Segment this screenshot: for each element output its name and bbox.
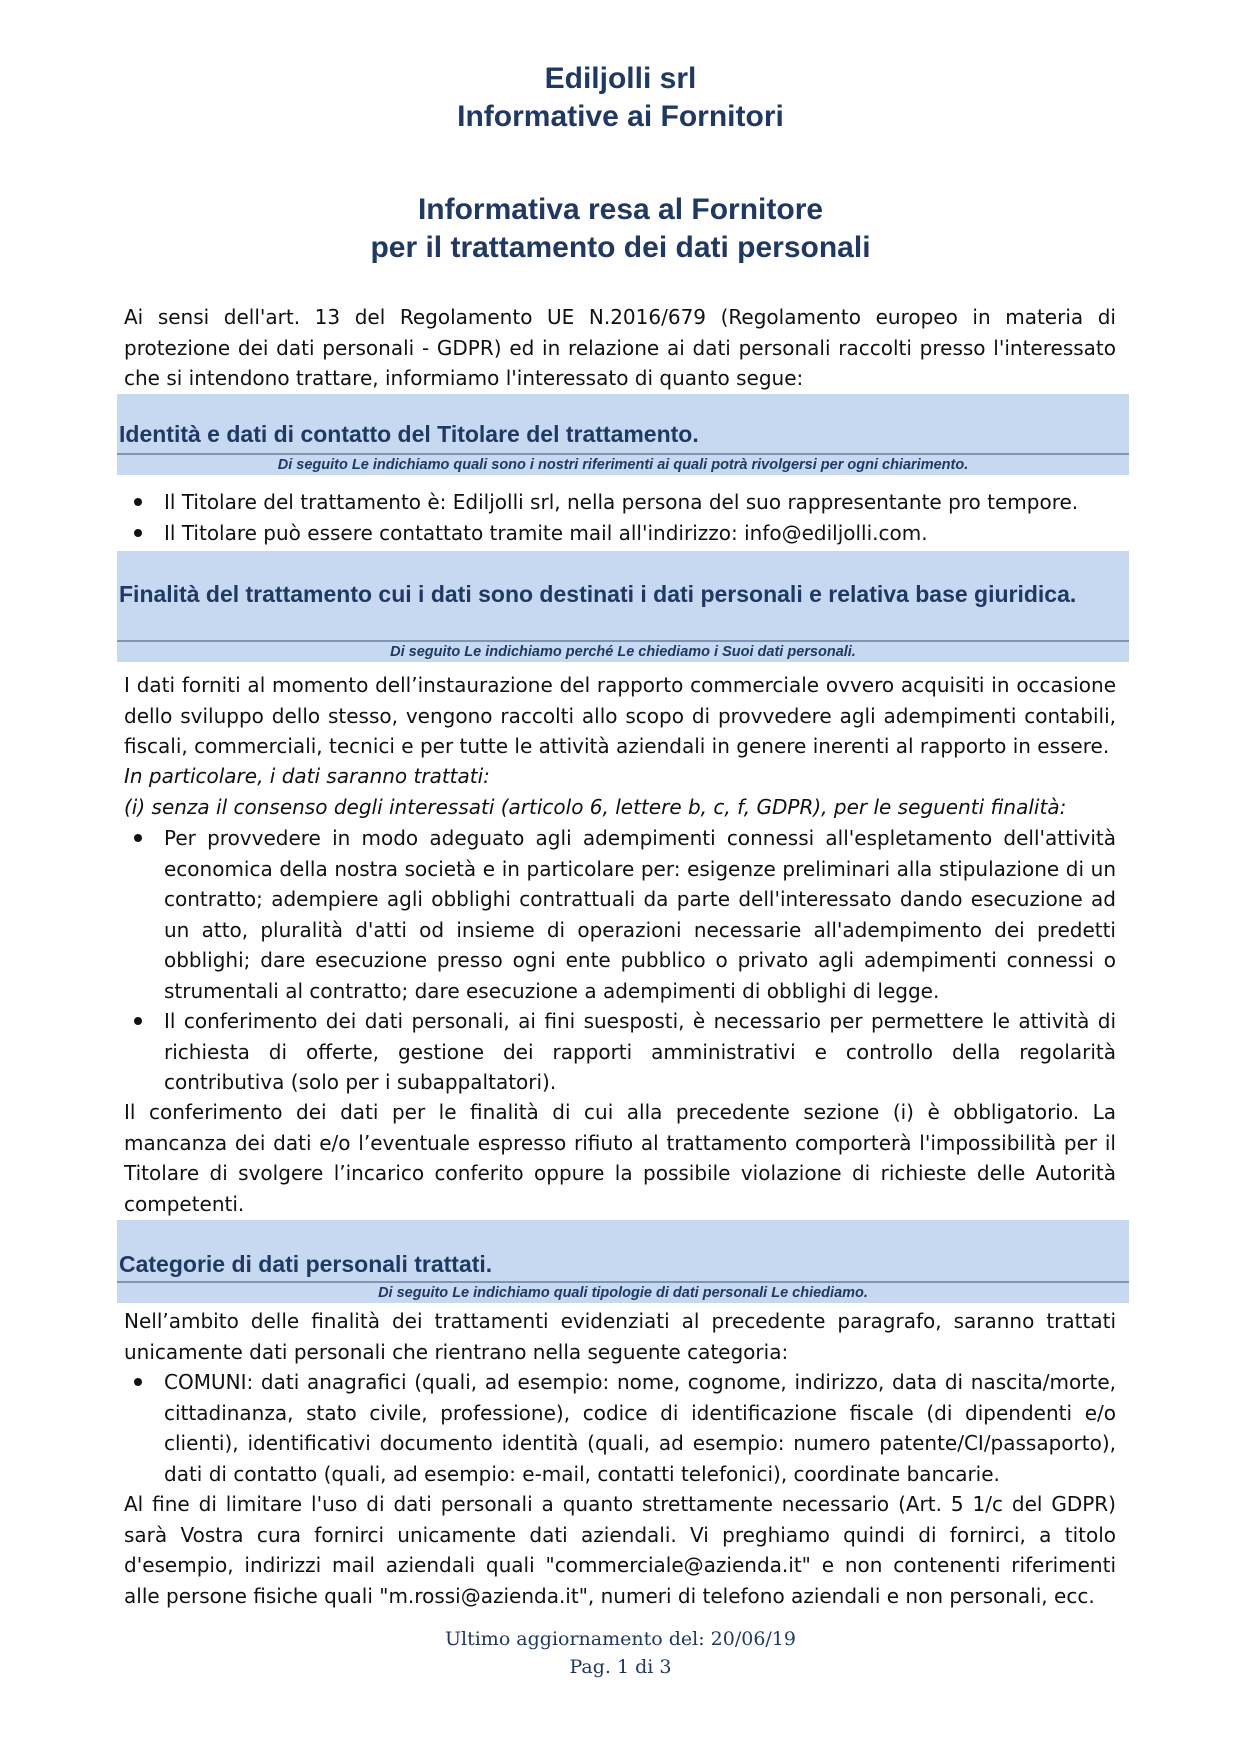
finalita-paragraph: I dati forniti al momento dell’instaurazione del rapporto commerciale ovvero acquisiti in occasione dello sviluppo dello stesso, vengono raccolti allo scopo di provvedere agli adempimenti contabili, fiscali, commerciali, tecnici e per tutte le attività aziendali in genere inerenti al rapporto in essere.: [124, 673, 1116, 758]
section-header-categorie: [117, 1220, 1129, 1282]
company-title: Ediljolli srl: [544, 62, 697, 95]
list-item: Il conferimento dei dati personali, ai fini suesposti, è necessario per permettere le attività di richiesta di offerte, gestione dei rapporti amministrativi e controllo della regolarità contributiva (solo per i subappaltatori).: [124, 1006, 1116, 1098]
section-title: Finalità del trattamento cui i dati sono destinati i dati personali e relativa base giuridica.: [119, 581, 1077, 607]
finalita-italic-note: In particolare, i dati saranno trattati:: [124, 764, 490, 788]
categorie-closing-paragraph: Al fine di limitare l'uso di dati personali a quanto strettamente necessario (Art. 5 1/c del GDPR) sarà Vostra cura fornirci unicamente dati aziendali. Vi preghiamo quindi di fornirci, a titolo d'esempio, indirizzi mail aziendali quali "commerciale@azienda.it" e non contenenti riferimenti alle persone fisiche quali "m.rossi@azienda.it", numeri di telefono aziendali e non personali, ecc.: [124, 1492, 1116, 1608]
document-title: Informative ai Fornitori: [457, 100, 784, 133]
section-subheader-finalita: [117, 642, 1129, 662]
section-header-finalita: [117, 551, 1129, 641]
section-title: Categorie di dati personali trattati.: [119, 1251, 493, 1277]
footer-updated: Ultimo aggiornamento del: 20/06/19: [445, 1628, 796, 1650]
bullet-icon: [134, 834, 142, 842]
finalita-italic-clause: (i) senza il consenso degli interessati (articolo 6, lettere b, c, f, GDPR), per le seguenti finalità:: [124, 795, 1067, 819]
section-title: Identità e dati di contatto del Titolare del trattamento.: [119, 421, 699, 447]
bullet-icon: [134, 1017, 142, 1025]
bullet-icon: [134, 529, 142, 537]
bullet-icon: [134, 1378, 142, 1386]
section-subheader-categorie: [117, 1283, 1129, 1303]
section-subheader-titolare: [117, 455, 1129, 475]
list-item: Per provvedere in modo adeguato agli adempimenti connessi all'espletamento dell'attività economica della nostra società e in particolare per: esigenze preliminari alla stipulazione di un contratto; adempiere agli obblighi contrattuali da parte dell'interessato dando esecuzione ad un atto, pluralità d'atti od insieme di operazioni necessarie all'adempimento dei predetti obblighi; dare esecuzione presso ogni ente pubblico o privato agli adempimenti connessi o strumentali al contratto; dare esecuzione a adempimenti di obblighi di legge.: [124, 823, 1116, 1006]
categorie-paragraph: Nell’ambito delle finalità dei trattamenti evidenziati al precedente paragrafo, saranno trattati unicamente dati personali che rientrano nella seguente categoria:: [124, 1309, 1116, 1364]
bullet-icon: [134, 498, 142, 506]
list-item: Il Titolare può essere contattato tramite mail all'indirizzo: info@ediljolli.com.: [124, 518, 1116, 549]
document-subtitle-line2: per il trattamento dei dati personali: [370, 231, 871, 264]
section-subtitle: Di seguito Le indichiamo quali sono i nostri riferimenti ai quali potrà rivolgersi per ogni chiarimento.: [117, 455, 1129, 475]
document-subtitle-line1: Informativa resa al Fornitore: [417, 193, 824, 226]
list-item: Il Titolare del trattamento è: Ediljolli srl, nella persona del suo rappresentante pro tempore.: [124, 487, 1116, 518]
titolare-list: [124, 487, 1116, 548]
list-item: COMUNI: dati anagrafici (quali, ad esempio: nome, cognome, indirizzo, data di nascita/morte, cittadinanza, stato civile, professione), codice di identificazione fiscale (di dipendenti e/o clienti), identificativi documento identità (quali, ad esempio: numero patente/CI/passaporto), dati di contatto (quali, ad esempio: e-mail, contatti telefonici), coordinate bancarie.: [124, 1367, 1116, 1489]
section-subtitle: Di seguito Le indichiamo perché Le chiediamo i Suoi dati personali.: [117, 642, 1129, 662]
section-subtitle: Di seguito Le indichiamo quali tipologie di dati personali Le chiediamo.: [117, 1283, 1129, 1303]
finalita-list: [124, 823, 1116, 1098]
section-header-titolare: [117, 394, 1129, 454]
finalita-closing-paragraph: Il conferimento dei dati per le finalità di cui alla precedente sezione (i) è obbligatorio. La mancanza dei dati e/o l’eventuale espresso rifiuto al trattamento comporterà l'impossibilità per il Titolare di svolgere l’incarico conferito oppure la possibile violazione di richieste delle Autorità competenti.: [124, 1100, 1116, 1216]
footer-page-number: Pag. 1 di 3: [569, 1656, 672, 1678]
intro-paragraph: Ai sensi dell'art. 13 del Regolamento UE N.2016/679 (Regolamento europeo in materia di protezione dei dati personali - GDPR) ed in relazione ai dati personali raccolti presso l'interessato che si intendono trattare, informiamo l'interessato di quanto segue:: [124, 305, 1116, 390]
categorie-list: [124, 1367, 1116, 1489]
